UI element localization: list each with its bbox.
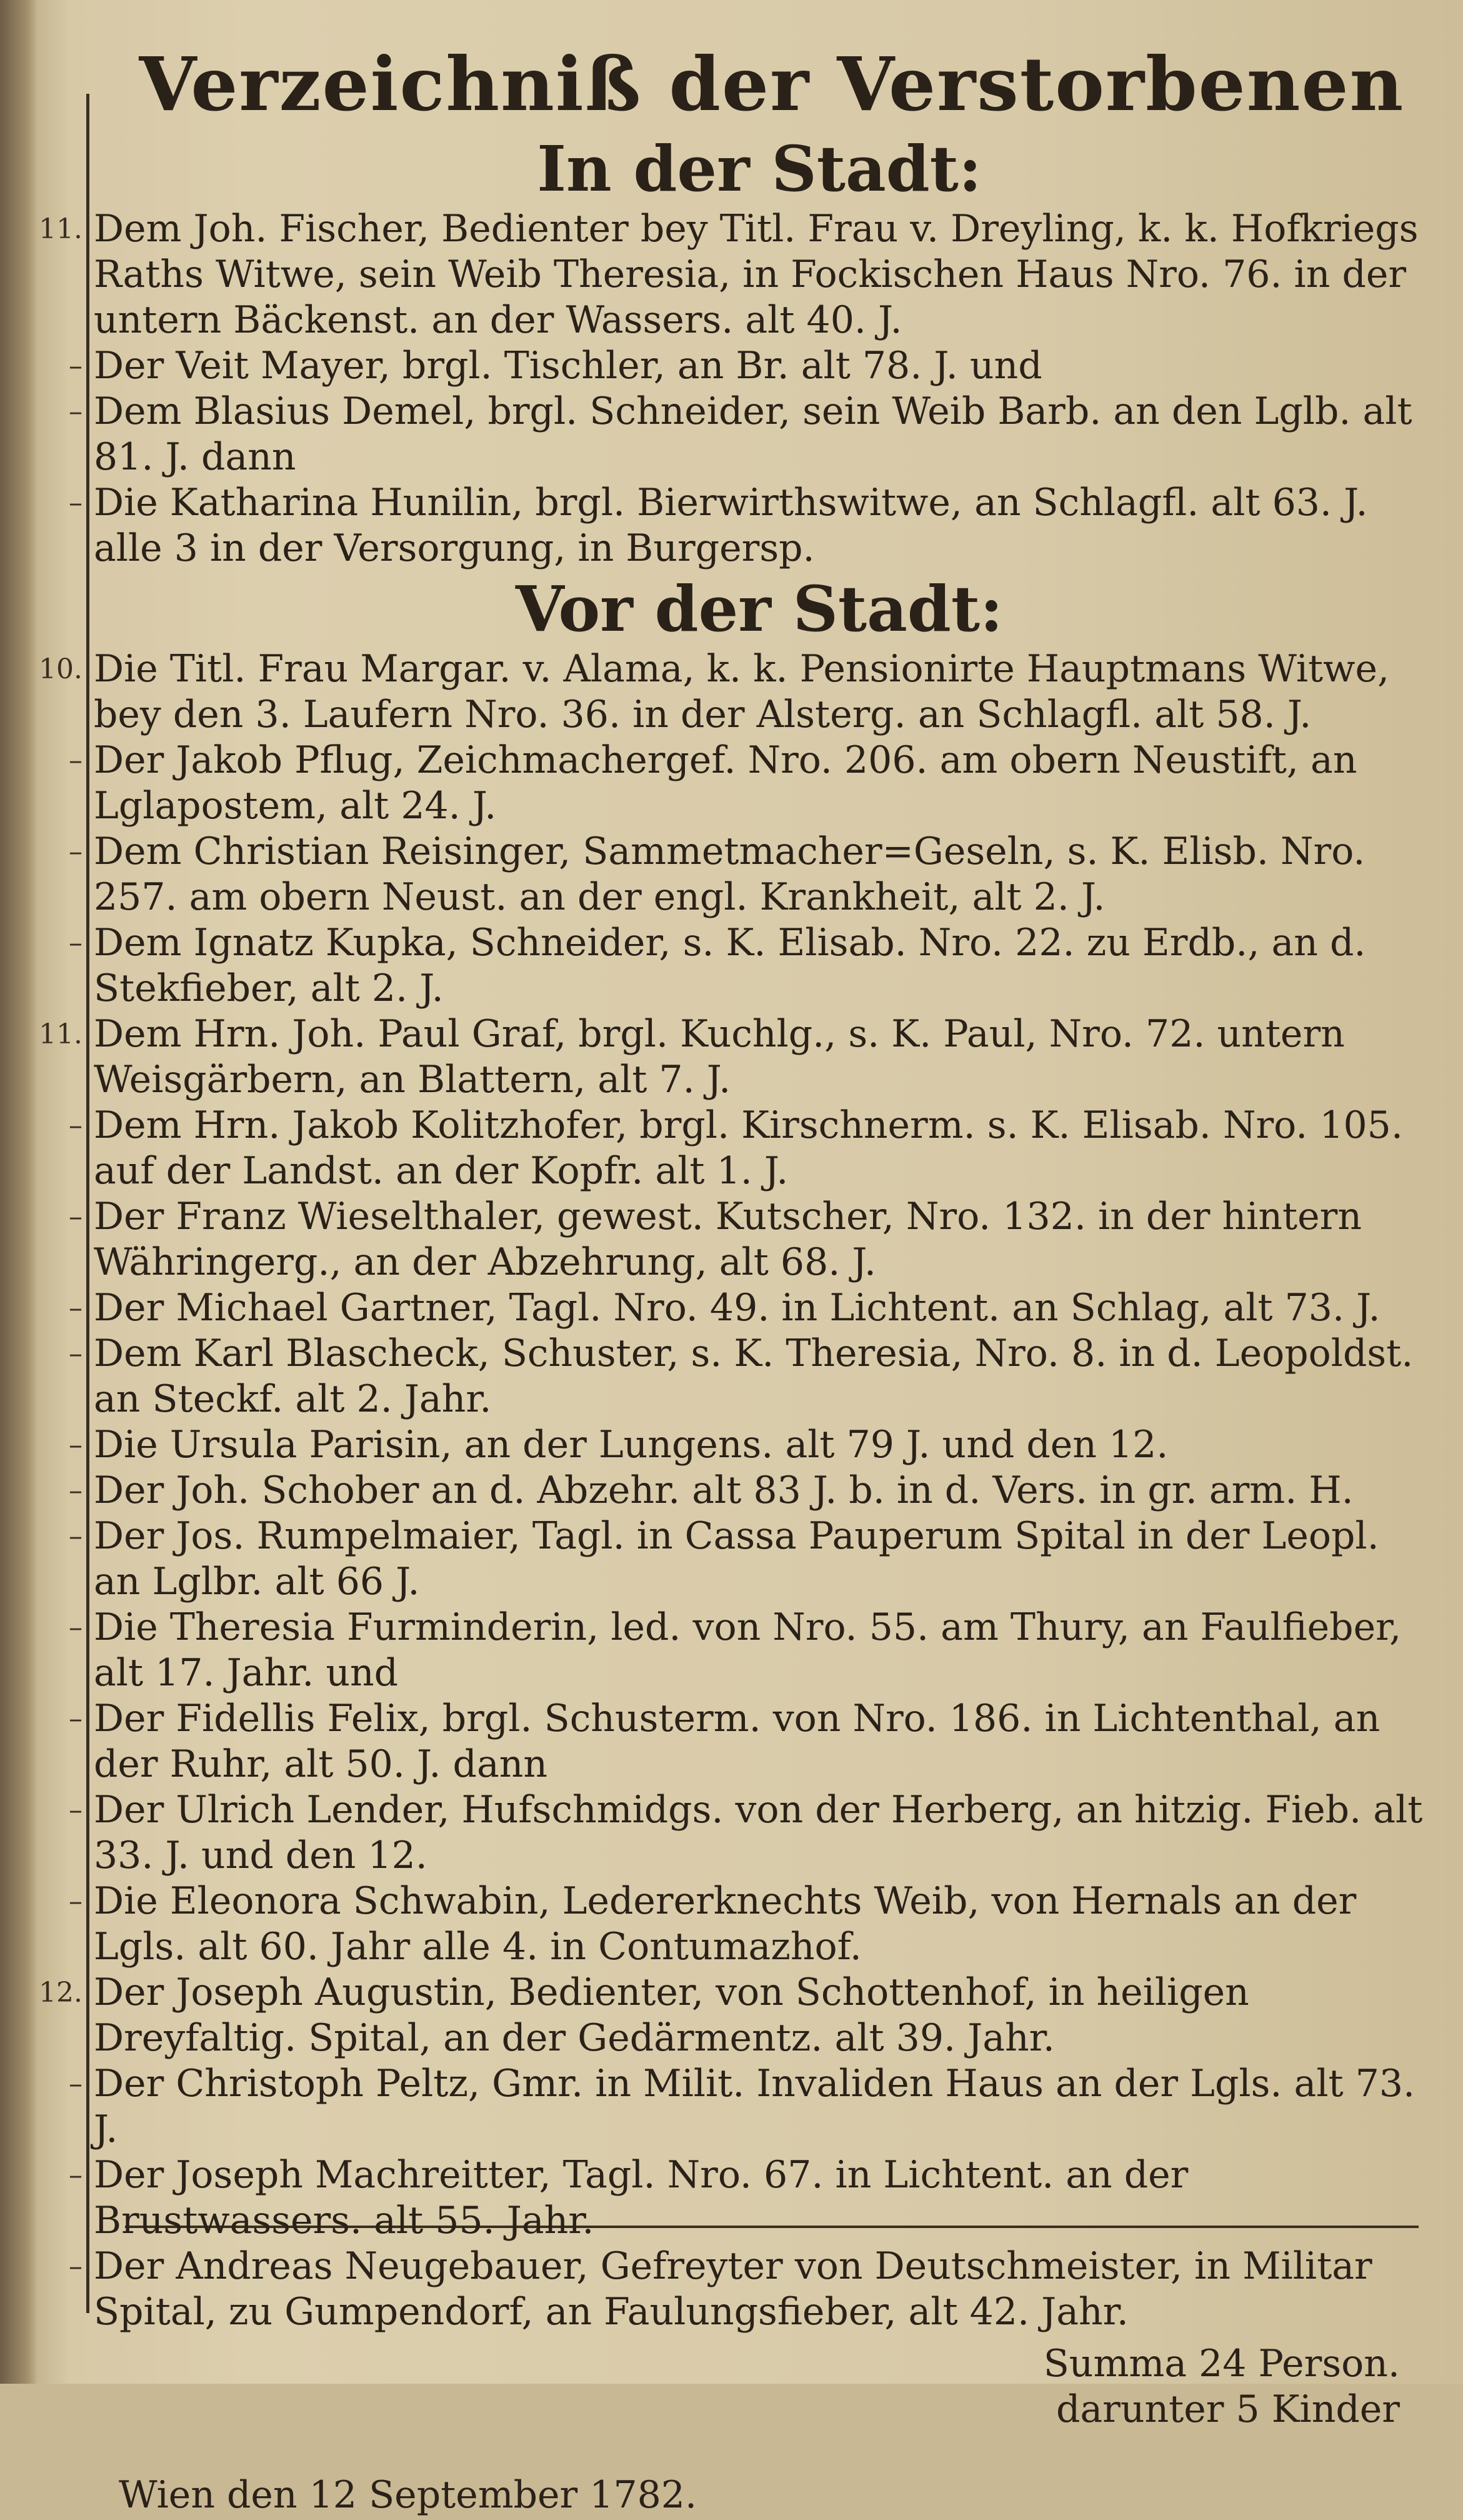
date-marker: – bbox=[69, 1794, 82, 1826]
death-entry bbox=[69, 2152, 1425, 2244]
section-heading: Vor der Stadt: bbox=[516, 572, 1003, 646]
entry-text: Die Eleonora Schwabin, Ledererknechts Weib, von Hernals an der Lgls. alt 60. Jahr alle 4. in Contumazhof. bbox=[94, 1879, 1357, 1969]
entry-text: Dem Joh. Fischer, Bedienter bey Titl. Frau v. Dreyling, k. k. Hofkriegs Raths Witwe, sein Weib Theresia, in Fockischen Haus Nro. 76. in der untern Bäckenst. an der Wassers. alt 40. J. bbox=[94, 207, 1419, 342]
entry-text: Der Veit Mayer, brgl. Tischler, an Br. alt 78. J. und bbox=[94, 344, 1042, 388]
summary-children: darunter 5 Kinder bbox=[1056, 2387, 1400, 2431]
death-entry bbox=[69, 2244, 1425, 2335]
date-marker: – bbox=[69, 836, 82, 868]
section-city bbox=[39, 131, 1425, 571]
death-entry bbox=[69, 920, 1425, 1012]
section-heading: In der Stadt: bbox=[537, 132, 982, 206]
entry-text: Die Ursula Parisin, an der Lungens. alt 79 J. und den 12. bbox=[94, 1423, 1169, 1467]
entry-text: Der Franz Wieselthaler, gewest. Kutscher, Nro. 132. in der hintern Währingerg., an der Abzehrung, alt 68. J. bbox=[94, 1195, 1362, 1284]
death-entry bbox=[69, 1103, 1425, 1194]
entry-text: Der Michael Gartner, Tagl. Nro. 49. in Lichtent. an Schlag, alt 73. J. bbox=[94, 1286, 1381, 1330]
death-entry bbox=[69, 1605, 1425, 1696]
margin-rule bbox=[86, 94, 89, 2313]
death-entry bbox=[69, 738, 1425, 829]
summary-block bbox=[94, 2341, 1400, 2432]
death-entry bbox=[69, 1696, 1425, 1787]
death-entry bbox=[69, 343, 1425, 389]
death-entry bbox=[69, 1514, 1425, 1605]
death-entry bbox=[39, 206, 1425, 343]
entry-text: Der Christoph Peltz, Gmr. in Milit. Invaliden Haus an der Lgls. alt 73. J. bbox=[94, 2062, 1416, 2151]
entry-text: Die Theresia Furminderin, led. von Nro. 55. am Thury, an Faulfieber, alt 17. Jahr. und bbox=[94, 1605, 1402, 1695]
entry-text: Dem Hrn. Jakob Kolitzhofer, brgl. Kirschnerm. s. K. Elisab. Nro. 105. auf der Landst. an der Kopfr. alt 1. J. bbox=[94, 1103, 1403, 1193]
entry-text: Der Andreas Neugebauer, Gefreyter von Deutschmeister, in Militar Spital, zu Gumpendorf, an Faulungsfieber, alt 42. Jahr. bbox=[94, 2244, 1372, 2334]
date-marker: – bbox=[69, 1885, 82, 1917]
date-marker: – bbox=[69, 396, 82, 428]
date-marker: – bbox=[69, 1201, 82, 1233]
death-entry bbox=[69, 1331, 1425, 1422]
date-marker: 12. bbox=[39, 1977, 82, 2009]
place-date-footer: Wien den 12 September 1782. bbox=[119, 2473, 697, 2517]
entry-text: Der Fidellis Felix, brgl. Schusterm. von Nro. 186. in Lichtenthal, an der Ruhr, alt 50. J. dann bbox=[94, 1697, 1381, 1786]
death-entry bbox=[39, 1970, 1425, 2061]
entry-text: Der Joh. Schober an d. Abzehr. alt 83 J. b. in d. Vers. in gr. arm. H. bbox=[94, 1468, 1354, 1512]
date-marker: – bbox=[69, 745, 82, 776]
register-content bbox=[39, 38, 1425, 2520]
death-entry bbox=[69, 1285, 1425, 1331]
date-marker: 11. bbox=[39, 213, 82, 245]
date-marker: – bbox=[69, 1475, 82, 1507]
entry-text: Dem Ignatz Kupka, Schneider, s. K. Elisab. Nro. 22. zu Erdb., an d. Stekfieber, alt 2. J. bbox=[94, 921, 1366, 1010]
date-marker: – bbox=[69, 487, 82, 519]
date-marker: – bbox=[69, 1292, 82, 1324]
date-marker: – bbox=[69, 1520, 82, 1552]
date-marker: – bbox=[69, 1110, 82, 1142]
entry-text: Dem Hrn. Joh. Paul Graf, brgl. Kuchlg., s. K. Paul, Nro. 72. untern Weisgärbern, an Blattern, alt 7. J. bbox=[94, 1012, 1345, 1102]
entry-text: Der Jakob Pflug, Zeichmachergef. Nro. 206. am obern Neustift, an Lglapostem, alt 24. J. bbox=[94, 738, 1357, 828]
section-suburbs bbox=[39, 571, 1425, 2335]
date-marker: – bbox=[69, 927, 82, 959]
page-title: Verzeichniß der Verstorbenen bbox=[139, 41, 1405, 128]
entry-text: Der Ulrich Lender, Hufschmidgs. von der Herberg, an hitzig. Fieb. alt 33. J. und den 12. bbox=[94, 1788, 1423, 1877]
entry-text: Dem Blasius Demel, brgl. Schneider, sein Weib Barb. an den Lglb. alt 81. J. dann bbox=[94, 389, 1412, 479]
death-entry bbox=[69, 829, 1425, 920]
date-marker: – bbox=[69, 1338, 82, 1370]
entry-text: Die Titl. Frau Margar. v. Alama, k. k. Pensionirte Hauptmans Witwe, bey den 3. Laufern Nro. 36. in der Alsterg. an Schlagfl. alt 58. J. bbox=[94, 647, 1390, 736]
date-marker: 10. bbox=[39, 653, 82, 685]
death-entry bbox=[69, 480, 1425, 571]
entry-text: Der Joseph Augustin, Bedienter, von Schottenhof, in heiligen Dreyfaltig. Spital, an der Gedärmentz. alt 39. Jahr. bbox=[94, 1970, 1249, 2060]
death-entry bbox=[39, 1012, 1425, 1103]
date-marker: 11. bbox=[39, 1018, 82, 1050]
death-entry bbox=[69, 1468, 1425, 1514]
date-marker: – bbox=[69, 1429, 82, 1461]
date-marker: – bbox=[69, 1612, 82, 1644]
summary-total: Summa 24 Person. bbox=[1043, 2342, 1400, 2386]
entry-text: Der Joseph Machreitter, Tagl. Nro. 67. in Lichtent. an der Brustwassers. alt 55. Jahr. bbox=[94, 2153, 1189, 2242]
date-marker: – bbox=[69, 2251, 82, 2282]
date-marker: – bbox=[69, 2159, 82, 2191]
date-marker: – bbox=[69, 350, 82, 382]
entry-text: Der Jos. Rumpelmaier, Tagl. in Cassa Pauperum Spital in der Leopl. an Lglbr. alt 66 J. bbox=[94, 1514, 1379, 1604]
death-entry bbox=[69, 1194, 1425, 1285]
death-entry bbox=[69, 2061, 1425, 2152]
death-entry bbox=[69, 1422, 1425, 1468]
death-entry bbox=[69, 1787, 1425, 1879]
entry-text: Die Katharina Hunilin, brgl. Bierwirthswitwe, an Schlagfl. alt 63. J. alle 3 in der Versorgung, in Burgersp. bbox=[94, 481, 1368, 570]
death-entry bbox=[69, 1879, 1425, 1970]
death-entry bbox=[39, 646, 1425, 738]
death-entry bbox=[69, 389, 1425, 480]
entry-text: Dem Christian Reisinger, Sammetmacher=Geseln, s. K. Elisb. Nro. 257. am obern Neust. an der engl. Krankheit, alt 2. J. bbox=[94, 830, 1366, 919]
date-marker: – bbox=[69, 1703, 82, 1735]
date-marker: – bbox=[69, 2068, 82, 2100]
entry-text: Dem Karl Blascheck, Schuster, s. K. Theresia, Nro. 8. in d. Leopoldst. an Steckf. alt 2. Jahr. bbox=[94, 1332, 1414, 1421]
